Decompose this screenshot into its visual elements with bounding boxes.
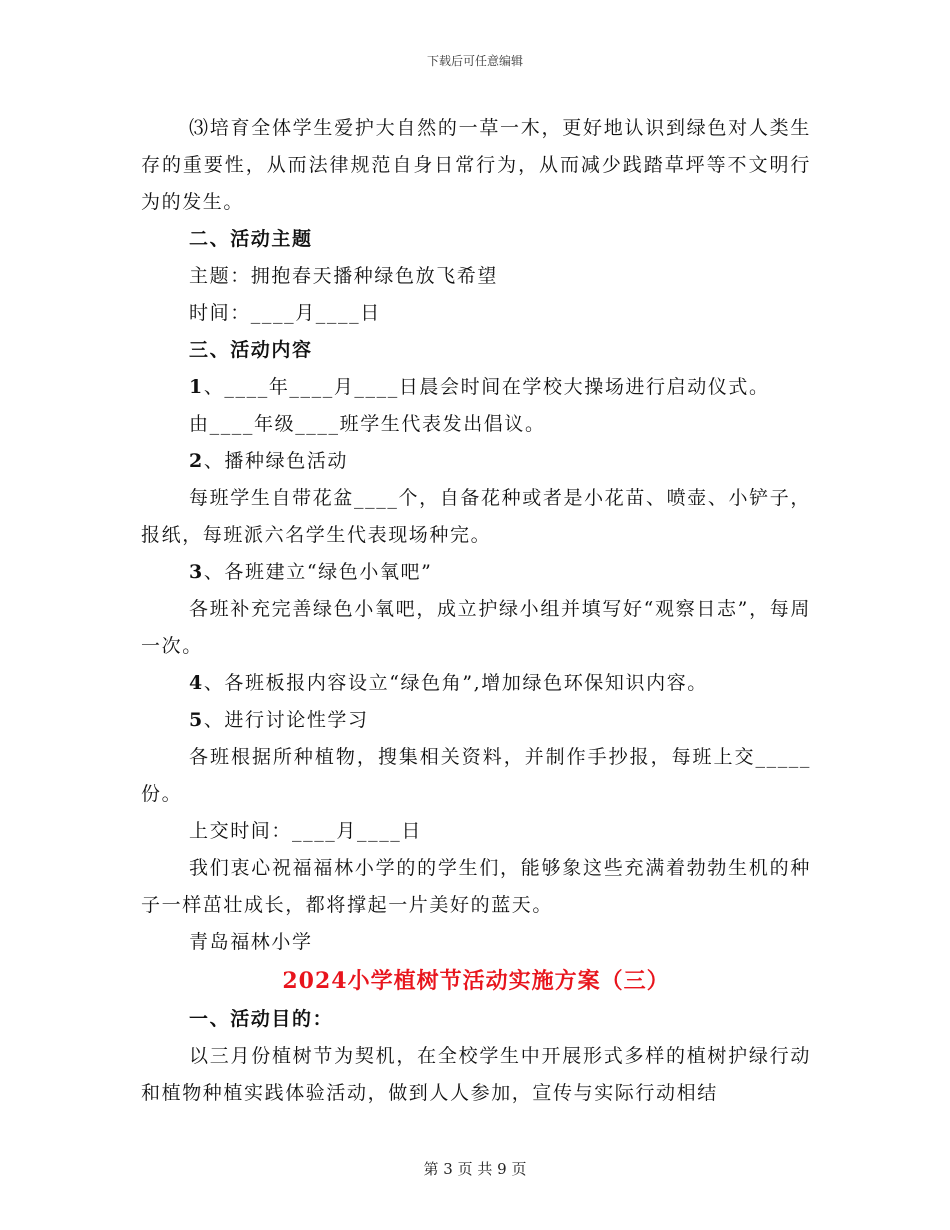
item-text: 、进行讨论性学习 [203, 709, 369, 731]
section-title: 2024小学植树节活动实施方案（三） [282, 968, 670, 994]
theme-line: 主题：拥抱春天播种绿色放飞希望 [189, 265, 499, 287]
list-item-1-detail: 由____年级____班学生代表发出倡议。 [189, 413, 546, 435]
list-item-5-detail: 各班根据所种植物，搜集相关资料，并制作手抄报，每班上交_____份。 [141, 746, 811, 805]
item-text: 、____年____月____日晨会时间在学校大操场进行启动仪式。 [203, 376, 770, 398]
heading-activity-content: 三、活动内容 [189, 339, 313, 361]
item-number: 5 [189, 709, 204, 731]
item-text: 、播种绿色活动 [203, 450, 349, 472]
item-text: 、各班板报内容设立“绿色角”,增加绿色环保知识内容。 [203, 672, 708, 694]
list-item-2-detail: 每班学生自带花盆____个，自备花种或者是小花苗、喷壶、小铲子，报纸，每班派六名学生代表现场种完。 [141, 487, 811, 546]
purpose-paragraph: 以三月份植树节为契机，在全校学生中开展形式多样的植树护绿行动和植物种植实践体验活动，做到人人参加，宣传与实际行动相结 [141, 1045, 811, 1104]
paragraph-goal-3: ⑶培育全体学生爱护大自然的一草一木，更好地认识到绿色对人类生存的重要性，从而法律规范自身日常行为，从而减少践踏草坪等不文明行为的发生。 [141, 117, 811, 213]
item-number: 1 [189, 376, 204, 398]
heading-activity-purpose: 一、活动目的： [189, 1008, 334, 1030]
page-header: 下载后可任意编辑 [426, 54, 523, 68]
list-item-3-detail: 各班补充完善绿色小氧吧，成立护绿小组并填写好“观察日志”，每周一次。 [141, 598, 811, 657]
closing-wish: 我们衷心祝福福林小学的的学生们，能够象这些充满着勃勃生机的种子一样茁壮成长，都将撑起一片美好的蓝天。 [141, 857, 811, 916]
list-item-2 [141, 443, 811, 480]
school-signature: 青岛福林小学 [189, 931, 313, 953]
document-body [141, 110, 811, 1112]
heading-activity-theme: 二、活动主题 [189, 228, 313, 250]
list-item-5 [141, 702, 811, 739]
submit-time-line: 上交时间：____月____日 [189, 820, 423, 842]
page-footer: 第 3 页 共 9 页 [423, 1160, 527, 1178]
list-item-1 [141, 369, 811, 406]
item-number: 3 [189, 561, 204, 583]
item-text: 、各班建立“绿色小氧吧” [203, 561, 433, 583]
list-item-4 [141, 665, 811, 702]
list-item-3 [141, 554, 811, 591]
item-number: 2 [189, 450, 204, 472]
time-line: 时间：____月____日 [189, 302, 381, 324]
item-number: 4 [189, 672, 204, 694]
